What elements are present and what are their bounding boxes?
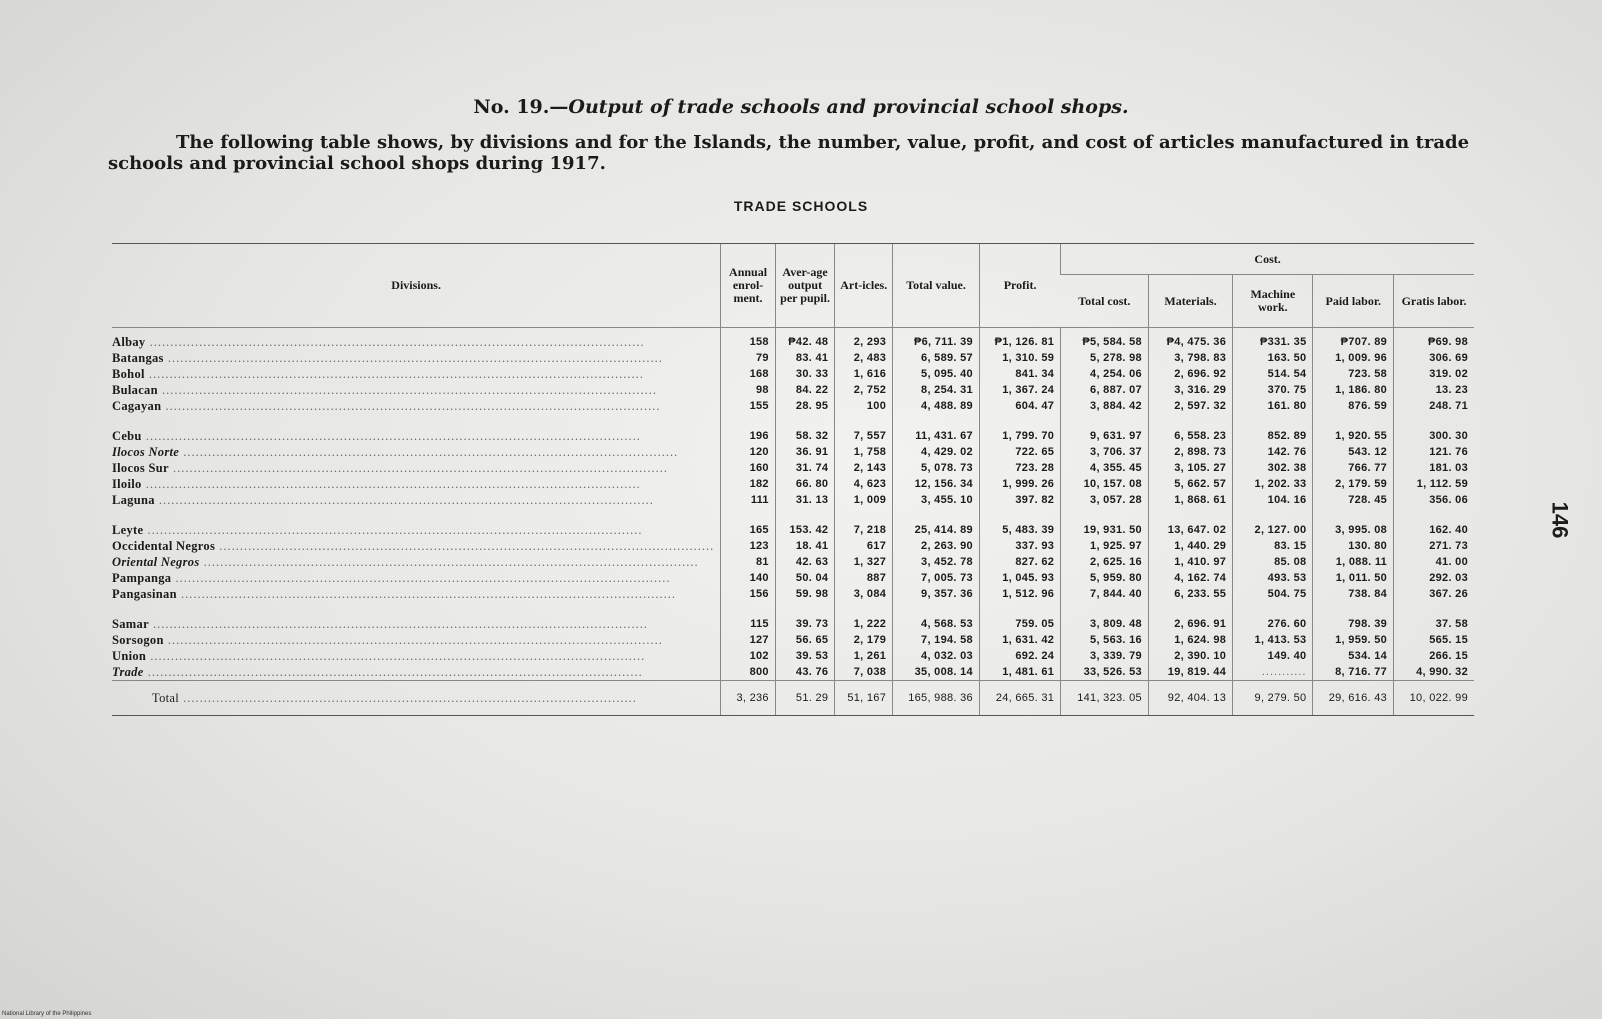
table-body bbox=[112, 328, 1474, 716]
cell-machine: 504. 75 bbox=[1233, 586, 1313, 602]
cell-total-cost: 6, 887. 07 bbox=[1061, 382, 1149, 398]
cell-value: 5, 095. 40 bbox=[893, 366, 980, 382]
cell-gratis: 162. 40 bbox=[1394, 522, 1474, 538]
cell-paid: 3, 995. 08 bbox=[1313, 522, 1394, 538]
cell-profit: 1, 367. 24 bbox=[979, 382, 1060, 398]
cell-value: 11, 431. 67 bbox=[893, 428, 980, 444]
table-title bbox=[0, 96, 1602, 118]
cell-value: 7, 005. 73 bbox=[893, 570, 980, 586]
cell-gratis: 319. 02 bbox=[1394, 366, 1474, 382]
header-articles: Art-icles. bbox=[835, 244, 893, 328]
division-label: Bohol bbox=[112, 367, 145, 381]
division-name: Laguna ........................................................................................................................ bbox=[112, 493, 654, 507]
cell-materials: 3, 798. 83 bbox=[1148, 350, 1232, 366]
division-label: Batangas bbox=[112, 351, 164, 365]
table-row bbox=[112, 586, 1474, 602]
cell-materials: 19, 819. 44 bbox=[1148, 664, 1232, 681]
cell-gratis: 292. 03 bbox=[1394, 570, 1474, 586]
cell-total-cost: 3, 809. 48 bbox=[1061, 616, 1149, 632]
total-gratis: 10, 022. 99 bbox=[1394, 681, 1474, 716]
table-number: No. 19.— bbox=[473, 96, 569, 118]
cell-articles: 1, 758 bbox=[835, 444, 893, 460]
cell-avg: 43. 76 bbox=[775, 664, 834, 681]
cell-articles: 100 bbox=[835, 398, 893, 414]
cell-total-cost: 3, 057. 28 bbox=[1061, 492, 1149, 508]
cell-value: 25, 414. 89 bbox=[893, 522, 980, 538]
cell-value: 4, 488. 89 bbox=[893, 398, 980, 414]
cell-materials: 2, 696. 91 bbox=[1148, 616, 1232, 632]
cell-profit: 1, 310. 59 bbox=[979, 350, 1060, 366]
cell-value: ₱6, 711. 39 bbox=[893, 328, 980, 351]
total-articles: 51, 167 bbox=[835, 681, 893, 716]
cell-profit: 337. 93 bbox=[979, 538, 1060, 554]
cell-value: 3, 452. 78 bbox=[893, 554, 980, 570]
cell-total-cost: 5, 278. 98 bbox=[1061, 350, 1149, 366]
cell-total-cost: 9, 631. 97 bbox=[1061, 428, 1149, 444]
cell-profit: 1, 631. 42 bbox=[979, 632, 1060, 648]
cell-machine: 2, 127. 00 bbox=[1233, 522, 1313, 538]
cell-paid: 1, 088. 11 bbox=[1313, 554, 1394, 570]
footer-note: National Library of the Philippines bbox=[2, 1011, 92, 1017]
cell-profit: 692. 24 bbox=[979, 648, 1060, 664]
total-profit: 24, 665. 31 bbox=[979, 681, 1060, 716]
cell-machine: 85. 08 bbox=[1233, 554, 1313, 570]
division-label: Cagayan bbox=[112, 399, 162, 413]
cell-enrol: 140 bbox=[721, 570, 776, 586]
cell-enrol: 98 bbox=[721, 382, 776, 398]
division-label: Laguna bbox=[112, 493, 155, 507]
cell-value: 9, 357. 36 bbox=[893, 586, 980, 602]
cell-paid: 130. 80 bbox=[1313, 538, 1394, 554]
cell-gratis: ₱69. 98 bbox=[1394, 328, 1474, 351]
cell-articles: 2, 143 bbox=[835, 460, 893, 476]
cell-avg: 31. 13 bbox=[775, 492, 834, 508]
cell-materials: 2, 597. 32 bbox=[1148, 398, 1232, 414]
cell-gratis: 266. 15 bbox=[1394, 648, 1474, 664]
cell-articles: 2, 179 bbox=[835, 632, 893, 648]
cell-enrol: 155 bbox=[721, 398, 776, 414]
cell-machine: 276. 60 bbox=[1233, 616, 1313, 632]
cell-articles: 7, 218 bbox=[835, 522, 893, 538]
cell-total-cost: 2, 625. 16 bbox=[1061, 554, 1149, 570]
cell-articles: 1, 222 bbox=[835, 616, 893, 632]
total-avg: 51. 29 bbox=[775, 681, 834, 716]
cell-total-cost: 5, 563. 16 bbox=[1061, 632, 1149, 648]
division-name: Union ........................................................................................................................ bbox=[112, 649, 646, 663]
cell-gratis: 37. 58 bbox=[1394, 616, 1474, 632]
cell-profit: 827. 62 bbox=[979, 554, 1060, 570]
cell-enrol: 182 bbox=[721, 476, 776, 492]
cell-materials: 3, 316. 29 bbox=[1148, 382, 1232, 398]
cell-gratis: 565. 15 bbox=[1394, 632, 1474, 648]
row-gap bbox=[112, 414, 1474, 428]
total-materials: 92, 404. 13 bbox=[1148, 681, 1232, 716]
cell-enrol: 79 bbox=[721, 350, 776, 366]
cell-enrol: 127 bbox=[721, 632, 776, 648]
cell-profit: 1, 512. 96 bbox=[979, 586, 1060, 602]
cell-enrol: 123 bbox=[721, 538, 776, 554]
cell-total-cost: 5, 959. 80 bbox=[1061, 570, 1149, 586]
division-label: Pampanga bbox=[112, 571, 172, 585]
cell-materials: 2, 696. 92 bbox=[1148, 366, 1232, 382]
cell-avg: 153. 42 bbox=[775, 522, 834, 538]
table-subtitle: Output of trade schools and provincial school shops. bbox=[568, 96, 1129, 118]
table-row bbox=[112, 382, 1474, 398]
header-machine-work: Machine work. bbox=[1233, 275, 1313, 328]
cell-avg: ₱42. 48 bbox=[775, 328, 834, 351]
cell-value: 4, 568. 53 bbox=[893, 616, 980, 632]
cell-total-cost: 3, 884. 42 bbox=[1061, 398, 1149, 414]
cell-profit: 5, 483. 39 bbox=[979, 522, 1060, 538]
cell-paid: 723. 58 bbox=[1313, 366, 1394, 382]
cell-gratis: 13. 23 bbox=[1394, 382, 1474, 398]
cell-machine: 149. 40 bbox=[1233, 648, 1313, 664]
table-row bbox=[112, 522, 1474, 538]
cell-articles: 1, 616 bbox=[835, 366, 893, 382]
cell-enrol: 102 bbox=[721, 648, 776, 664]
cell-total-cost: 4, 254. 06 bbox=[1061, 366, 1149, 382]
cell-enrol: 160 bbox=[721, 460, 776, 476]
table-row bbox=[112, 570, 1474, 586]
header-total-cost: Total cost. bbox=[1061, 275, 1149, 328]
row-gap bbox=[112, 508, 1474, 522]
cell-avg: 66. 80 bbox=[775, 476, 834, 492]
cell-articles: 887 bbox=[835, 570, 893, 586]
header-divisions: Divisions. bbox=[112, 244, 721, 328]
cell-avg: 50. 04 bbox=[775, 570, 834, 586]
cell-value: 12, 156. 34 bbox=[893, 476, 980, 492]
cell-machine: 161. 80 bbox=[1233, 398, 1313, 414]
cell-materials: 6, 558. 23 bbox=[1148, 428, 1232, 444]
trade-schools-table bbox=[112, 243, 1474, 716]
cell-paid: 8, 716. 77 bbox=[1313, 664, 1394, 681]
cell-machine: 142. 76 bbox=[1233, 444, 1313, 460]
cell-gratis: 181. 03 bbox=[1394, 460, 1474, 476]
division-label: Occidental Negros bbox=[112, 539, 216, 553]
division-label: Trade bbox=[112, 665, 144, 679]
cell-avg: 28. 95 bbox=[775, 398, 834, 414]
division-name: Cebu ........................................................................................................................ bbox=[112, 429, 641, 443]
table-row bbox=[112, 648, 1474, 664]
cell-machine: 163. 50 bbox=[1233, 350, 1313, 366]
cell-profit: 397. 82 bbox=[979, 492, 1060, 508]
total-row bbox=[112, 681, 1474, 716]
division-label: Union bbox=[112, 649, 147, 663]
cell-materials: 3, 105. 27 bbox=[1148, 460, 1232, 476]
cell-value: 8, 254. 31 bbox=[893, 382, 980, 398]
cell-profit: 841. 34 bbox=[979, 366, 1060, 382]
cell-machine: 514. 54 bbox=[1233, 366, 1313, 382]
cell-enrol: 158 bbox=[721, 328, 776, 351]
cell-profit: 604. 47 bbox=[979, 398, 1060, 414]
section-heading: TRADE SCHOOLS bbox=[733, 198, 869, 214]
cell-machine: 1, 202. 33 bbox=[1233, 476, 1313, 492]
cell-enrol: 196 bbox=[721, 428, 776, 444]
division-label: Cebu bbox=[112, 429, 142, 443]
total-paid: 29, 616. 43 bbox=[1313, 681, 1394, 716]
page-number: 146 bbox=[1547, 501, 1573, 539]
cell-total-cost: 33, 526. 53 bbox=[1061, 664, 1149, 681]
cell-avg: 18. 41 bbox=[775, 538, 834, 554]
cell-gratis: 367. 26 bbox=[1394, 586, 1474, 602]
cell-profit: 1, 999. 26 bbox=[979, 476, 1060, 492]
cell-avg: 39. 53 bbox=[775, 648, 834, 664]
cell-enrol: 156 bbox=[721, 586, 776, 602]
cell-profit: 1, 799. 70 bbox=[979, 428, 1060, 444]
cell-paid: 1, 011. 50 bbox=[1313, 570, 1394, 586]
table-row bbox=[112, 538, 1474, 554]
table-row bbox=[112, 444, 1474, 460]
cell-profit: 722. 65 bbox=[979, 444, 1060, 460]
division-name: Albay ........................................................................................................................ bbox=[112, 335, 645, 349]
division-name: Ilocos Sur ........................................................................................................................ bbox=[112, 461, 668, 475]
cell-value: 35, 008. 14 bbox=[893, 664, 980, 681]
cell-value: 3, 455. 10 bbox=[893, 492, 980, 508]
cell-enrol: 800 bbox=[721, 664, 776, 681]
cell-gratis: 248. 71 bbox=[1394, 398, 1474, 414]
cell-total-cost: 10, 157. 08 bbox=[1061, 476, 1149, 492]
table-row bbox=[112, 632, 1474, 648]
cell-value: 4, 032. 03 bbox=[893, 648, 980, 664]
cell-materials: 2, 898. 73 bbox=[1148, 444, 1232, 460]
cell-machine: ........... bbox=[1233, 664, 1313, 681]
cell-paid: 2, 179. 59 bbox=[1313, 476, 1394, 492]
cell-total-cost: 7, 844. 40 bbox=[1061, 586, 1149, 602]
table-row bbox=[112, 398, 1474, 414]
division-name: Samar ........................................................................................................................ bbox=[112, 617, 649, 631]
cell-articles: 2, 483 bbox=[835, 350, 893, 366]
cell-value: 7, 194. 58 bbox=[893, 632, 980, 648]
cell-total-cost: 4, 355. 45 bbox=[1061, 460, 1149, 476]
division-name: Trade ........................................................................................................................ bbox=[112, 665, 643, 679]
cell-gratis: 41. 00 bbox=[1394, 554, 1474, 570]
header-gratis-labor: Gratis labor. bbox=[1394, 275, 1474, 328]
cell-profit: 723. 28 bbox=[979, 460, 1060, 476]
table-row bbox=[112, 428, 1474, 444]
cell-materials: ₱4, 475. 36 bbox=[1148, 328, 1232, 351]
table-row bbox=[112, 476, 1474, 492]
cell-avg: 56. 65 bbox=[775, 632, 834, 648]
cell-machine: ₱331. 35 bbox=[1233, 328, 1313, 351]
cell-gratis: 300. 30 bbox=[1394, 428, 1474, 444]
cell-avg: 36. 91 bbox=[775, 444, 834, 460]
cell-machine: 852. 89 bbox=[1233, 428, 1313, 444]
cell-gratis: 121. 76 bbox=[1394, 444, 1474, 460]
intro-paragraph: The following table shows, by divisions and for the Islands, the number, value, profit, and cost of articles manufactured in trade schools and provincial school shops during 1917. bbox=[108, 132, 1470, 174]
cell-profit: 1, 481. 61 bbox=[979, 664, 1060, 681]
cell-articles: 2, 752 bbox=[835, 382, 893, 398]
division-label: Albay bbox=[112, 335, 146, 349]
cell-profit: 1, 045. 93 bbox=[979, 570, 1060, 586]
total-enrol: 3, 236 bbox=[721, 681, 776, 716]
cell-paid: 1, 186. 80 bbox=[1313, 382, 1394, 398]
cell-avg: 30. 33 bbox=[775, 366, 834, 382]
table-row bbox=[112, 616, 1474, 632]
division-name: Bohol ........................................................................................................................ bbox=[112, 367, 644, 381]
division-name: Occidental Negros ........................................................................................................................ bbox=[112, 539, 715, 553]
cell-paid: ₱707. 89 bbox=[1313, 328, 1394, 351]
cell-avg: 84. 22 bbox=[775, 382, 834, 398]
header-profit: Profit. bbox=[979, 244, 1060, 328]
cell-articles: 1, 327 bbox=[835, 554, 893, 570]
cell-paid: 1, 959. 50 bbox=[1313, 632, 1394, 648]
cell-articles: 4, 623 bbox=[835, 476, 893, 492]
header-paid-labor: Paid labor. bbox=[1313, 275, 1394, 328]
cell-articles: 617 bbox=[835, 538, 893, 554]
cell-gratis: 306. 69 bbox=[1394, 350, 1474, 366]
cell-materials: 2, 390. 10 bbox=[1148, 648, 1232, 664]
cell-materials: 6, 233. 55 bbox=[1148, 586, 1232, 602]
cell-machine: 104. 16 bbox=[1233, 492, 1313, 508]
cell-total-cost: 3, 706. 37 bbox=[1061, 444, 1149, 460]
cell-paid: 534. 14 bbox=[1313, 648, 1394, 664]
cell-total-cost: 1, 925. 97 bbox=[1061, 538, 1149, 554]
cell-articles: 1, 261 bbox=[835, 648, 893, 664]
cell-paid: 876. 59 bbox=[1313, 398, 1394, 414]
total-value: 165, 988. 36 bbox=[893, 681, 980, 716]
cell-paid: 728. 45 bbox=[1313, 492, 1394, 508]
cell-materials: 5, 662. 57 bbox=[1148, 476, 1232, 492]
cell-gratis: 1, 112. 59 bbox=[1394, 476, 1474, 492]
cell-machine: 83. 15 bbox=[1233, 538, 1313, 554]
table-row bbox=[112, 460, 1474, 476]
cell-paid: 1, 920. 55 bbox=[1313, 428, 1394, 444]
table-row bbox=[112, 664, 1474, 681]
table-row bbox=[112, 350, 1474, 366]
table-row bbox=[112, 328, 1474, 351]
cell-enrol: 120 bbox=[721, 444, 776, 460]
header-total-value: Total value. bbox=[893, 244, 980, 328]
division-label: Oriental Negros bbox=[112, 555, 200, 569]
header-average-output: Aver-age output per pupil. bbox=[775, 244, 834, 328]
cell-materials: 1, 440. 29 bbox=[1148, 538, 1232, 554]
header-annual-enrolment: Annual enrol-ment. bbox=[721, 244, 776, 328]
cell-gratis: 271. 73 bbox=[1394, 538, 1474, 554]
cell-paid: 1, 009. 96 bbox=[1313, 350, 1394, 366]
division-name: Leyte ........................................................................................................................ bbox=[112, 523, 643, 537]
cell-avg: 58. 32 bbox=[775, 428, 834, 444]
division-name: Ilocos Norte ........................................................................................................................ bbox=[112, 445, 679, 459]
cell-machine: 493. 53 bbox=[1233, 570, 1313, 586]
cell-paid: 798. 39 bbox=[1313, 616, 1394, 632]
division-name: Iloilo ........................................................................................................................ bbox=[112, 477, 641, 491]
total-label-text: Total bbox=[152, 691, 180, 705]
cell-materials: 13, 647. 02 bbox=[1148, 522, 1232, 538]
cell-value: 5, 078. 73 bbox=[893, 460, 980, 476]
cell-profit: ₱1, 126. 81 bbox=[979, 328, 1060, 351]
cell-avg: 59. 98 bbox=[775, 586, 834, 602]
division-label: Bulacan bbox=[112, 383, 158, 397]
cell-articles: 3, 084 bbox=[835, 586, 893, 602]
cell-articles: 7, 557 bbox=[835, 428, 893, 444]
table-row bbox=[112, 554, 1474, 570]
cell-avg: 42. 63 bbox=[775, 554, 834, 570]
cell-avg: 31. 74 bbox=[775, 460, 834, 476]
division-label: Ilocos Norte bbox=[112, 445, 180, 459]
table-row bbox=[112, 366, 1474, 382]
cell-machine: 1, 413. 53 bbox=[1233, 632, 1313, 648]
cell-materials: 1, 868. 61 bbox=[1148, 492, 1232, 508]
header-materials: Materials. bbox=[1148, 275, 1232, 328]
cell-paid: 738. 84 bbox=[1313, 586, 1394, 602]
cell-total-cost: ₱5, 584. 58 bbox=[1061, 328, 1149, 351]
cell-avg: 39. 73 bbox=[775, 616, 834, 632]
division-name: Cagayan ........................................................................................................................ bbox=[112, 399, 661, 413]
cell-enrol: 168 bbox=[721, 366, 776, 382]
cell-value: 4, 429. 02 bbox=[893, 444, 980, 460]
division-label: Ilocos Sur bbox=[112, 461, 169, 475]
cell-value: 6, 589. 57 bbox=[893, 350, 980, 366]
cell-gratis: 356. 06 bbox=[1394, 492, 1474, 508]
cell-enrol: 115 bbox=[721, 616, 776, 632]
division-label: Sorsogon bbox=[112, 633, 164, 647]
cell-articles: 1, 009 bbox=[835, 492, 893, 508]
cell-total-cost: 3, 339. 79 bbox=[1061, 648, 1149, 664]
cell-materials: 4, 162. 74 bbox=[1148, 570, 1232, 586]
division-name: Pampanga ........................................................................................................................ bbox=[112, 571, 671, 585]
cell-articles: 2, 293 bbox=[835, 328, 893, 351]
division-label: Samar bbox=[112, 617, 149, 631]
division-name: Oriental Negros ........................................................................................................................ bbox=[112, 555, 699, 569]
division-label: Leyte bbox=[112, 523, 144, 537]
table-row bbox=[112, 492, 1474, 508]
total-total-cost: 141, 323. 05 bbox=[1061, 681, 1149, 716]
division-name: Pangasinan ........................................................................................................................ bbox=[112, 587, 676, 601]
division-name: Bulacan ........................................................................................................................ bbox=[112, 383, 657, 397]
division-name: Batangas ........................................................................................................................ bbox=[112, 351, 663, 365]
cell-avg: 83. 41 bbox=[775, 350, 834, 366]
cell-machine: 302. 38 bbox=[1233, 460, 1313, 476]
cell-paid: 766. 77 bbox=[1313, 460, 1394, 476]
cell-gratis: 4, 990. 32 bbox=[1394, 664, 1474, 681]
total-machine: 9, 279. 50 bbox=[1233, 681, 1313, 716]
cell-machine: 370. 75 bbox=[1233, 382, 1313, 398]
division-name: Sorsogon ........................................................................................................................ bbox=[112, 633, 663, 647]
cell-articles: 7, 038 bbox=[835, 664, 893, 681]
total-label: Total .............................................................................................................. bbox=[112, 681, 721, 716]
division-label: Pangasinan bbox=[112, 587, 177, 601]
header-cost: Cost. bbox=[1061, 244, 1474, 275]
cell-profit: 759. 05 bbox=[979, 616, 1060, 632]
cell-paid: 543. 12 bbox=[1313, 444, 1394, 460]
cell-value: 2, 263. 90 bbox=[893, 538, 980, 554]
cell-enrol: 81 bbox=[721, 554, 776, 570]
cell-total-cost: 19, 931. 50 bbox=[1061, 522, 1149, 538]
cell-enrol: 111 bbox=[721, 492, 776, 508]
row-gap bbox=[112, 602, 1474, 616]
cell-enrol: 165 bbox=[721, 522, 776, 538]
division-label: Iloilo bbox=[112, 477, 142, 491]
cell-materials: 1, 624. 98 bbox=[1148, 632, 1232, 648]
cell-materials: 1, 410. 97 bbox=[1148, 554, 1232, 570]
